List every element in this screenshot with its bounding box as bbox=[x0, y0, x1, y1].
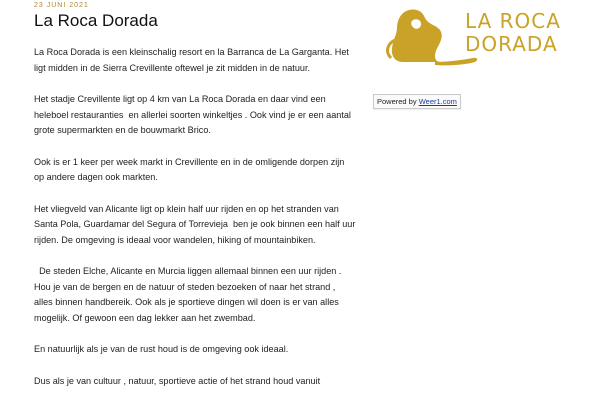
paragraph: De steden Elche, Alicante en Murcia liggen allemaal binnen een uur rijden . Hou je van de bergen en de natuur of steden bezoeken of naar het strand , alles binnen handbereik. Ook als je sportieve dingen wil doen is er van alles mogelijk. Of gewoon een dag lekker aan het zwembad. bbox=[34, 266, 344, 323]
logo-text-line1: LA ROCA bbox=[465, 9, 561, 33]
paragraph: Dus als je van cultuur , natuur, sportieve actie of het strand houd vanuit bbox=[34, 375, 321, 386]
paragraph: Ook is er 1 keer per week markt in Crevillente en in de omligende dorpen zijn op andere dagen ook markten. bbox=[34, 156, 347, 182]
monkey-logo-icon bbox=[373, 0, 563, 70]
paragraph: La Roca Dorada is een kleinschalig resort en la Barranca de La Garganta. Het ligt midden in de Sierra Crevillente oftewel je zit midden in de natuur. bbox=[34, 47, 352, 73]
post-title: La Roca Dorada bbox=[34, 11, 158, 30]
site-logo[interactable] bbox=[373, 0, 563, 70]
paragraph: Het stadje Crevillente ligt op 4 km van La Roca Dorada en daar vind een heleboel restauranties en allerlei soorten winkeltjes . Ook vind je er een aantal grote supermarkten en de bouwmarkt Brico. bbox=[34, 94, 354, 135]
weather-widget-credit bbox=[373, 94, 461, 109]
powered-by-label: Powered by bbox=[377, 97, 417, 106]
post-content bbox=[34, 45, 356, 405]
paragraph: En natuurlijk als je van de rust houd is de omgeving ook ideaal. bbox=[34, 344, 289, 354]
post-date: 23 JUNI 2021 bbox=[34, 2, 89, 9]
weer1-link[interactable]: Weer1.com bbox=[418, 97, 457, 106]
logo-text-line2: DORADA bbox=[465, 32, 558, 56]
paragraph: Het vliegveld van Alicante ligt op klein half uur rijden en op het stranden van Santa Pola, Guardamar del Segura of Torrevieja ben je ook binnen een half uur rijden. De omgeving is ideaal voor wandelen, hiking of mountainbiken. bbox=[34, 203, 358, 245]
